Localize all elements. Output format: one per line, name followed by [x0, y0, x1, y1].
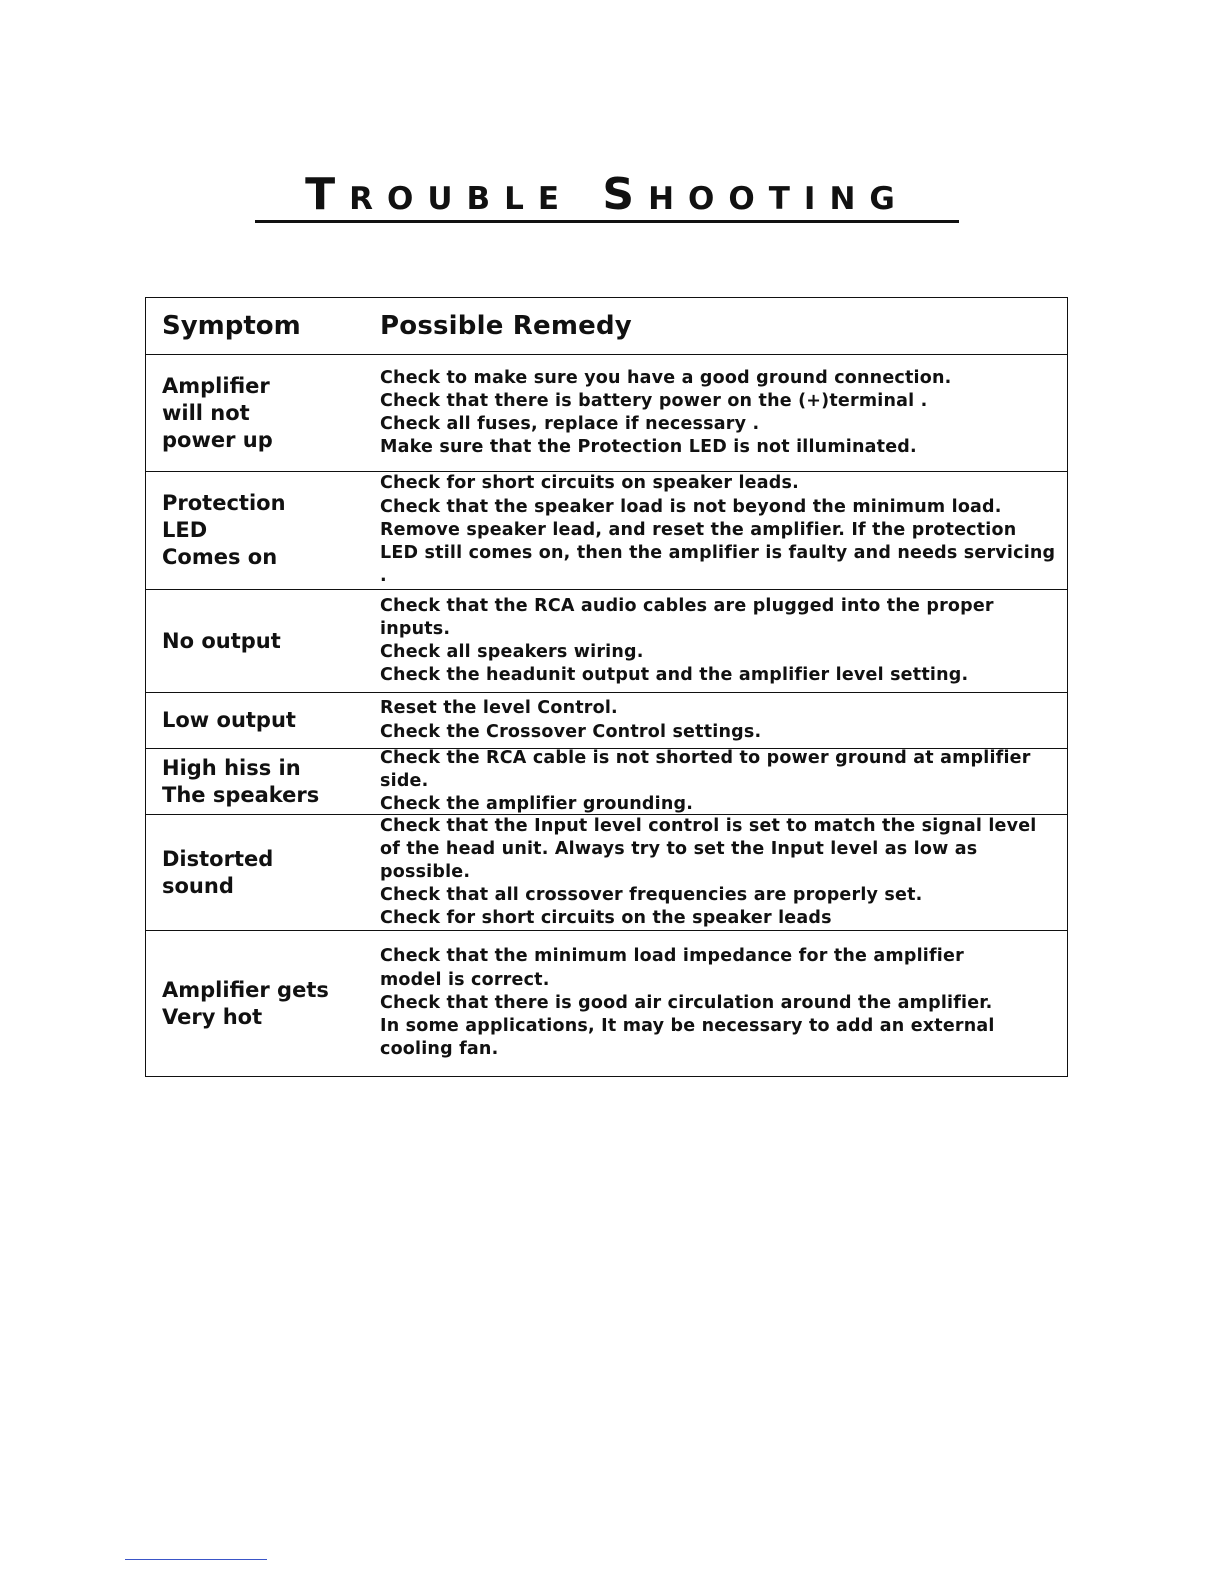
page-title: Trouble Shooting — [305, 169, 909, 220]
footer-rule — [125, 1559, 267, 1560]
table-header-row — [146, 298, 1067, 354]
symptom-cell: No output — [162, 628, 281, 653]
title-underline — [255, 220, 959, 223]
remedy-cell: Check that the Input level control is set to match the signal level of the head unit. Always try to set the Input level as low as possible. Check that all crossover frequencies are properly set. Check for short circuits on the speaker leads — [380, 815, 1037, 929]
symptom-cell: Amplifier gets Very hot — [162, 977, 329, 1029]
table-row — [146, 814, 1067, 930]
remedy-cell: Check for short circuits on speaker leads. Check that the speaker load is not beyond the minimum load. Remove speaker lead, and reset the amplifier. If the protection LED still comes on, then the amplifier is faulty and needs servicing . — [380, 473, 1056, 587]
symptom-cell: Low output — [162, 708, 296, 732]
table-row — [146, 471, 1067, 589]
table-row — [146, 748, 1067, 814]
symptom-cell: High hiss in The speakers — [162, 755, 320, 807]
symptom-cell: Distorted sound — [162, 846, 274, 898]
symptom-column-header: Symptom — [162, 311, 301, 341]
remedy-cell: Check that the minimum load impedance for the amplifier model is correct. Check that there is good air circulation around the amplifier. In some applications, It may be necessary to add an external cooling fan. — [380, 946, 995, 1060]
symptom-cell: Protection LED Comes on — [162, 491, 286, 569]
table-row — [146, 354, 1067, 471]
table-row — [146, 692, 1067, 748]
remedy-cell: Check that the RCA audio cables are plugged into the proper inputs. Check all speakers wiring. Check the headunit output and the amplifier level setting. — [380, 595, 994, 686]
remedy-cell: Check to make sure you have a good ground connection. Check that there is battery power on the (+)terminal . Check all fuses, replace if necessary . Make sure that the Protection LED is not illuminated. — [380, 367, 952, 458]
table-row — [146, 589, 1067, 692]
remedy-cell: Check the RCA cable is not shorted to power ground at amplifier side. Check the amplifier grounding. — [380, 747, 1031, 815]
table-row — [146, 930, 1067, 1076]
remedy-column-header: Possible Remedy — [380, 311, 632, 341]
remedy-cell: Reset the level Control. Check the Crossover Control settings. — [380, 698, 762, 742]
troubleshooting-table — [145, 297, 1068, 1077]
symptom-cell: Amplifier will not power up — [162, 373, 273, 452]
